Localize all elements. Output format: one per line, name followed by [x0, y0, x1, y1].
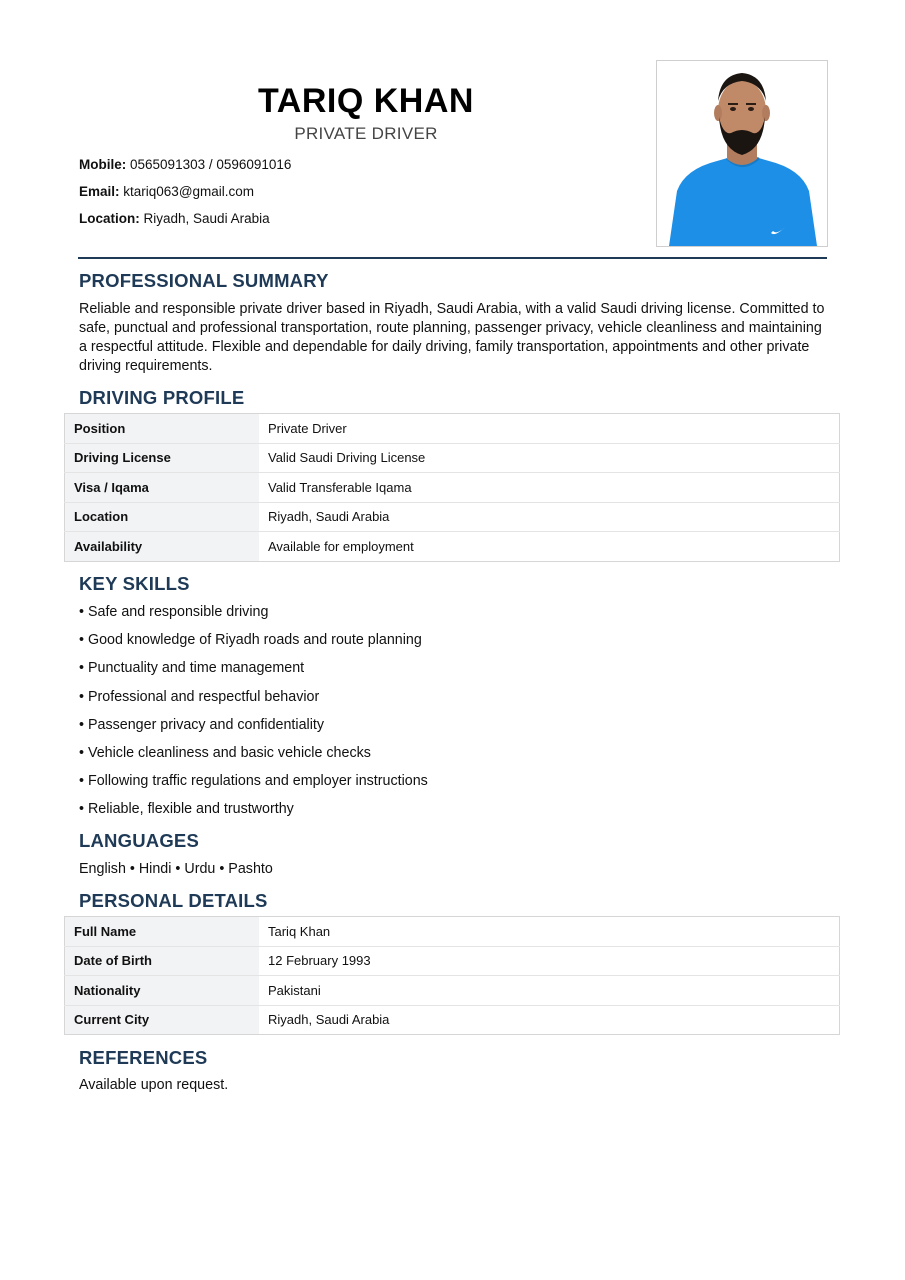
list-item: • Safe and responsible driving	[79, 604, 269, 620]
row-key: Location	[65, 502, 260, 532]
driving-profile-title: DRIVING PROFILE	[79, 387, 245, 408]
table-row	[65, 1005, 840, 1035]
languages-title: LANGUAGES	[79, 830, 199, 851]
key-skills-title: KEY SKILLS	[79, 573, 190, 594]
table-row	[65, 532, 840, 562]
summary-title: PROFESSIONAL SUMMARY	[79, 270, 329, 291]
list-item: • Reliable, flexible and trustworthy	[79, 801, 294, 818]
mobile-value: 0565091303 / 0596091016	[130, 157, 292, 172]
candidate-role: PRIVATE DRIVER	[294, 124, 438, 143]
email-value: ktariq063@gmail.com	[123, 184, 255, 199]
personal-details-table	[64, 916, 840, 1035]
row-key: Driving License	[65, 443, 260, 473]
row-value: Pakistani	[259, 976, 840, 1006]
row-value: Riyadh, Saudi Arabia	[268, 1012, 390, 1028]
list-item: • Vehicle cleanliness and basic vehicle checks	[79, 744, 371, 761]
contact-location	[79, 211, 270, 226]
references-text: Available upon request.	[79, 1077, 229, 1093]
list-item: • Good knowledge of Riyadh roads and route planning	[79, 632, 422, 649]
table-row	[65, 502, 840, 532]
table-row	[65, 473, 840, 503]
person-portrait-icon	[657, 61, 827, 246]
list-item: • Passenger privacy and confidentiality	[79, 716, 325, 733]
driving-profile-table	[64, 413, 840, 562]
list-item: • Following traffic regulations and employer instructions	[79, 773, 428, 790]
table-row	[65, 414, 840, 444]
header-divider	[78, 257, 827, 259]
row-key: Position	[65, 414, 260, 444]
candidate-name: TARIQ KHAN	[258, 82, 474, 120]
row-key: Full Name	[65, 917, 260, 947]
row-value: Valid Transferable Iqama	[259, 473, 840, 503]
location-label: Location:	[79, 211, 140, 226]
languages-text: English • Hindi • Urdu • Pashto	[79, 861, 273, 877]
key-skills-list	[79, 603, 428, 829]
contact-mobile	[79, 157, 291, 172]
table-row	[65, 946, 840, 976]
email-label: Email:	[79, 184, 120, 199]
list-item: • Punctuality and time management	[79, 660, 305, 677]
table-row	[65, 976, 840, 1006]
row-value: Tariq Khan	[259, 917, 840, 947]
mobile-label: Mobile:	[79, 157, 127, 172]
table-row	[65, 443, 840, 473]
row-key: Availability	[65, 532, 260, 562]
row-value: Riyadh, Saudi Arabia	[259, 502, 840, 532]
row-value: Valid Saudi Driving License	[259, 443, 840, 473]
row-value: Available for employment	[268, 538, 414, 554]
row-value: Private Driver	[259, 414, 840, 444]
personal-details-title: PERSONAL DETAILS	[79, 890, 268, 911]
row-value: 12 February 1993	[259, 946, 840, 976]
row-key: Nationality	[65, 976, 260, 1006]
table-row	[65, 917, 840, 947]
row-key: Current City	[65, 1005, 260, 1035]
location-value: Riyadh, Saudi Arabia	[143, 211, 270, 226]
row-key: Date of Birth	[65, 946, 260, 976]
row-key: Visa / Iqama	[65, 473, 260, 503]
references-title: REFERENCES	[79, 1047, 208, 1068]
list-item: • Professional and respectful behavior	[79, 688, 320, 705]
contact-email	[79, 184, 254, 199]
summary-text: Reliable and responsible private driver based in Riyadh, Saudi Arabia, with a valid Saudi driving license. Committed to safe, punctual and professional transportation, route planning, passenger privacy, vehicle cleanliness and maintaining a respectful attitude. Flexible and dependable for daily driving, family transportation, appointments and other private driving requirements.	[79, 301, 825, 374]
profile-photo	[656, 60, 828, 247]
